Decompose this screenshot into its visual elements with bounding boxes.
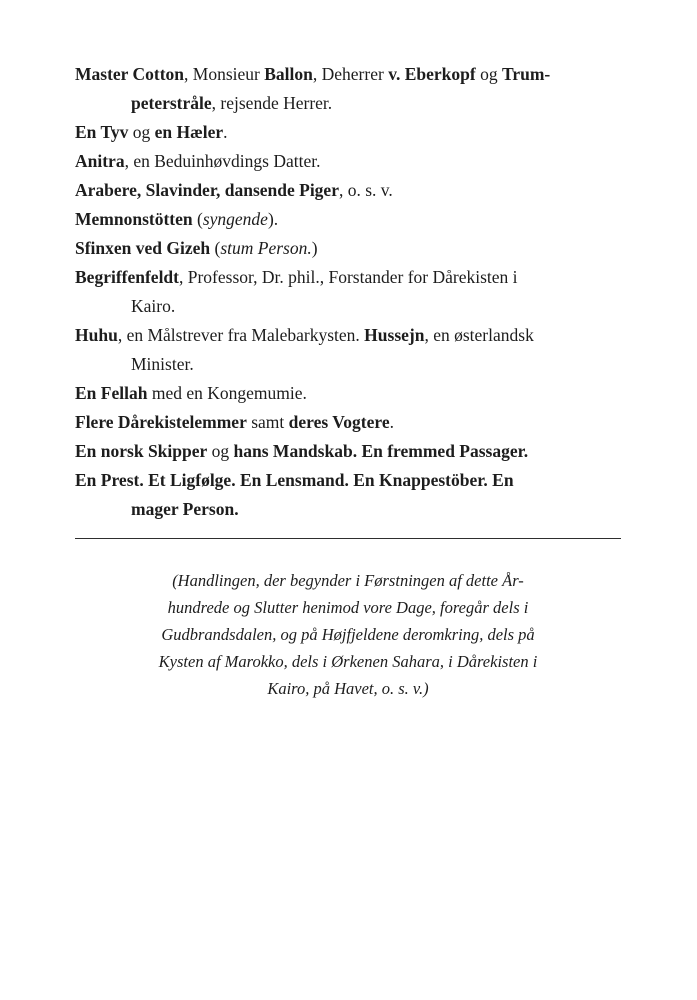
text-segment: deres Vogtere xyxy=(288,412,390,432)
text-segment: En norsk Skipper xyxy=(75,441,208,461)
text-segment: , en Målstrever fra Malebarkysten. xyxy=(117,325,365,345)
cast-entry xyxy=(75,466,621,524)
text-segment: ). xyxy=(267,209,279,229)
text-segment: , Deherrer xyxy=(312,64,389,84)
text-segment: Hussejn xyxy=(364,325,425,345)
text-segment: samt xyxy=(246,412,289,432)
text-segment: en Hæler xyxy=(154,122,224,142)
stage-note-line: hundrede og Slutter henimod vore Dage, foregår dels i xyxy=(167,598,529,617)
cast-entry-continuation-line xyxy=(75,350,621,379)
text-segment: . xyxy=(389,412,394,432)
cast-entry-line xyxy=(75,379,621,408)
cast-entry xyxy=(75,437,621,466)
text-segment: En Tyv xyxy=(75,122,129,142)
text-segment: Flere Dårekistelemmer xyxy=(75,412,247,432)
text-segment: Huhu xyxy=(75,325,118,345)
text-segment: stum Person. xyxy=(220,238,312,258)
text-segment: Trum- xyxy=(501,64,551,84)
text-segment: En Prest. Et Ligfølge. En Lensmand. En Knappestöber. En xyxy=(75,470,514,490)
cast-entry xyxy=(75,118,621,147)
stage-note-line: Kysten af Marokko, dels i Ørkenen Sahara, i Dårekisten i xyxy=(158,652,538,671)
text-segment: med en Kongemumie. xyxy=(147,383,307,403)
cast-entry-line xyxy=(75,234,621,263)
cast-entry-line xyxy=(75,147,621,176)
section-divider xyxy=(75,538,621,539)
cast-list xyxy=(75,60,621,524)
cast-entry xyxy=(75,379,621,408)
text-segment: og xyxy=(475,64,502,84)
text-segment: v. Eberkopf xyxy=(388,64,476,84)
cast-entry xyxy=(75,176,621,205)
text-segment: , Professor, Dr. phil., Forstander for Dårekisten i xyxy=(179,267,518,287)
cast-entry-line xyxy=(75,466,621,495)
text-segment: , en Beduinhøvdings Datter. xyxy=(124,151,321,171)
text-segment: og xyxy=(128,122,155,142)
text-segment: ( xyxy=(192,209,203,229)
text-segment: En Fellah xyxy=(75,383,148,403)
cast-entry-line xyxy=(75,60,621,89)
text-segment: Arabere, Slavinder, dansende Piger xyxy=(75,180,339,200)
stage-note-line: Kairo, på Havet, o. s. v.) xyxy=(267,679,429,698)
cast-entry-line xyxy=(75,408,621,437)
text-segment: , o. s. v. xyxy=(338,180,393,200)
text-segment: , Monsieur xyxy=(184,64,265,84)
text-segment: mager Person. xyxy=(131,499,239,519)
cast-entry-line xyxy=(75,176,621,205)
text-segment: Begriffenfeldt xyxy=(75,267,179,287)
cast-entry xyxy=(75,408,621,437)
text-segment: . xyxy=(223,122,228,142)
text-segment: Memnonstötten xyxy=(75,209,193,229)
cast-entry xyxy=(75,205,621,234)
cast-entry-continuation-line xyxy=(75,495,621,524)
cast-entry xyxy=(75,263,621,321)
text-segment: og xyxy=(207,441,234,461)
text-segment: hans Mandskab. En fremmed Passager. xyxy=(233,441,529,461)
stage-note-line: Gudbrandsdalen, og på Højfjeldene deromkring, dels på xyxy=(161,625,535,644)
text-segment: Minister. xyxy=(131,354,194,374)
text-segment: , en østerlandsk xyxy=(424,325,534,345)
cast-entry xyxy=(75,147,621,176)
text-segment: Ballon xyxy=(264,64,313,84)
cast-entry-continuation-line xyxy=(75,89,621,118)
cast-entry xyxy=(75,321,621,379)
text-segment: ) xyxy=(311,238,318,258)
text-segment: , rejsende Herrer. xyxy=(211,93,333,113)
stage-note-line: (Handlingen, der begynder i Førstningen af dette År- xyxy=(172,571,524,590)
text-segment: Sfinxen ved Gizeh xyxy=(75,238,211,258)
cast-entry-continuation-line xyxy=(75,292,621,321)
cast-entry-line xyxy=(75,263,621,292)
text-segment: syngende xyxy=(202,209,268,229)
cast-entry-line xyxy=(75,205,621,234)
cast-entry xyxy=(75,234,621,263)
text-segment: peterstråle xyxy=(131,93,212,113)
cast-entry-line xyxy=(75,321,621,350)
text-segment: Master Cotton xyxy=(75,64,185,84)
cast-entry-line xyxy=(75,437,621,466)
text-segment: ( xyxy=(210,238,221,258)
cast-entry-line xyxy=(75,118,621,147)
stage-note xyxy=(75,567,621,702)
text-segment: Anitra xyxy=(75,151,125,171)
cast-entry xyxy=(75,60,621,118)
text-segment: Kairo. xyxy=(131,296,176,316)
